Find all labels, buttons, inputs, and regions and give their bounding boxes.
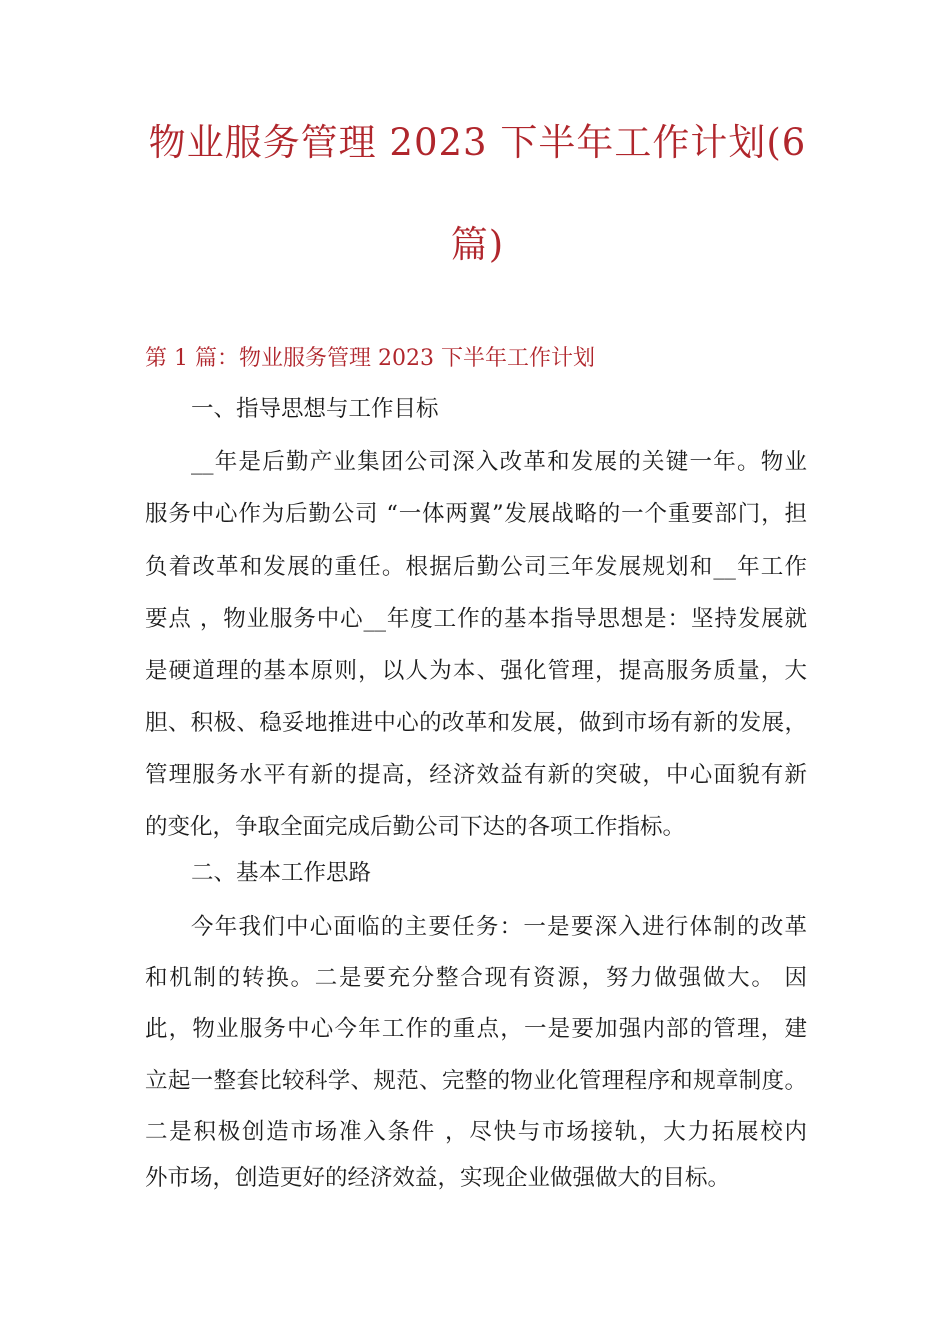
paragraph-line: 是硬道理的基本原则，以人为本、强化管理，提高服务质量，大 (145, 658, 807, 684)
paragraph-line: 要点 ，物业服务中心__年度工作的基本指导思想是：坚持发展就 (145, 606, 807, 632)
section-heading: 第 1 篇：物业服务管理 2023 下半年工作计划 (145, 346, 595, 371)
paragraph-line: 立起一整套比较科学、规范、完整的物业化管理程序和规章制度。 (145, 1068, 807, 1094)
document-title-line-2: 篇) (450, 223, 505, 266)
paragraph-line: __年是后勤产业集团公司深入改革和发展的关键一年。物业 (191, 449, 807, 475)
document-title-line-1: 物业服务管理 2023 下半年工作计划(6 (148, 121, 807, 164)
paragraph-line: 二是积极创造市场准入条件 ，尽快与市场接轨，大力拓展校内 (145, 1119, 807, 1145)
paragraph-line: 服务中心作为后勤公司 “一体两翼”发展战略的一个重要部门，担 (145, 501, 807, 527)
paragraph-line: 此，物业服务中心今年工作的重点，一是要加强内部的管理，建 (145, 1016, 807, 1042)
paragraph-line: 负着改革和发展的重任。根据后勤公司三年发展规划和__年工作 (145, 554, 807, 580)
heading-guiding-ideology: 一、指导思想与工作目标 (191, 396, 439, 422)
heading-basic-approach: 二、基本工作思路 (191, 860, 372, 886)
paragraph-line: 今年我们中心面临的主要任务：一是要深入进行体制的改革 (191, 914, 807, 940)
paragraph-line: 外市场，创造更好的经济效益，实现企业做强做大的目标。 (145, 1165, 731, 1191)
paragraph-line: 胆、积极、稳妥地推进中心的改革和发展，做到市场有新的发展， (145, 710, 807, 736)
paragraph-line: 管理服务水平有新的提高，经济效益有新的突破，中心面貌有新 (145, 762, 807, 788)
paragraph-line: 的变化，争取全面完成后勤公司下达的各项工作指标。 (145, 814, 686, 840)
paragraph-line: 和机制的转换。二是要充分整合现有资源，努力做强做大。 因 (145, 965, 807, 991)
